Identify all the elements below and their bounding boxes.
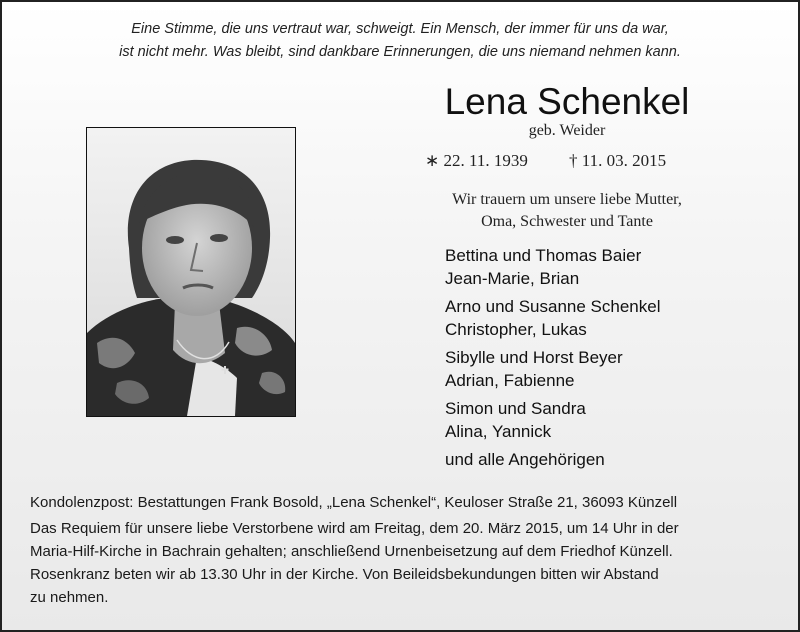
family-list xyxy=(445,244,765,471)
family-group xyxy=(445,295,765,341)
service-text-line: Das Requiem für unsere liebe Verstorbene wird am Freitag, dem 20. März 2015, um 14 Uhr in der xyxy=(30,520,679,537)
portrait-image xyxy=(87,128,295,416)
family-members: Arno und Susanne Schenkel xyxy=(445,297,661,316)
portrait-photo xyxy=(86,127,296,417)
family-members: Simon und Sandra xyxy=(445,399,586,418)
family-group xyxy=(445,397,765,443)
mourning-line: Wir trauern um unsere liebe Mutter, xyxy=(452,191,682,208)
family-members: Bettina und Thomas Baier xyxy=(445,246,642,265)
family-group xyxy=(445,346,765,392)
family-group xyxy=(445,244,765,290)
mourning-line: Oma, Schwester und Tante xyxy=(481,213,653,230)
birth-date: ∗ 22. 11. 1939 xyxy=(425,151,528,170)
deceased-name: Lena Schenkel xyxy=(444,81,690,122)
maiden-name: geb. Weider xyxy=(528,122,606,139)
quote-line: Eine Stimme, die uns vertraut war, schweigt. Ein Mensch, der immer für uns da war, xyxy=(131,21,669,37)
condolence-address: Kondolenzpost: Bestattungen Frank Bosold, „Lena Schenkel“, Keuloser Straße 21, 36093 Künzell xyxy=(30,494,678,511)
family-children: Christopher, Lukas xyxy=(445,320,587,339)
mourning-statement xyxy=(392,189,742,233)
death-date: † 11. 03. 2015 xyxy=(569,151,667,170)
service-text-line: Rosenkranz beten wir ab 13.30 Uhr in der Kirche. Von Beileidsbekundungen bitten wir Abstand xyxy=(30,566,659,583)
family-members: Sibylle und Horst Beyer xyxy=(445,348,623,367)
quote-line: ist nicht mehr. Was bleibt, sind dankbare Erinnerungen, die uns niemand nehmen kann. xyxy=(119,44,681,60)
memorial-quote xyxy=(2,18,798,64)
family-closing: und alle Angehörigen xyxy=(445,450,605,469)
service-text-line: Maria-Hilf-Kirche in Bachrain gehalten; anschließend Urnenbeisetzung auf dem Friedhof Künzell. xyxy=(30,543,673,560)
service-information xyxy=(30,491,785,609)
family-children: Alina, Yannick xyxy=(445,422,552,441)
service-text-line: zu nehmen. xyxy=(30,589,109,606)
family-children: Jean-Marie, Brian xyxy=(445,269,580,288)
family-children: Adrian, Fabienne xyxy=(445,371,575,390)
